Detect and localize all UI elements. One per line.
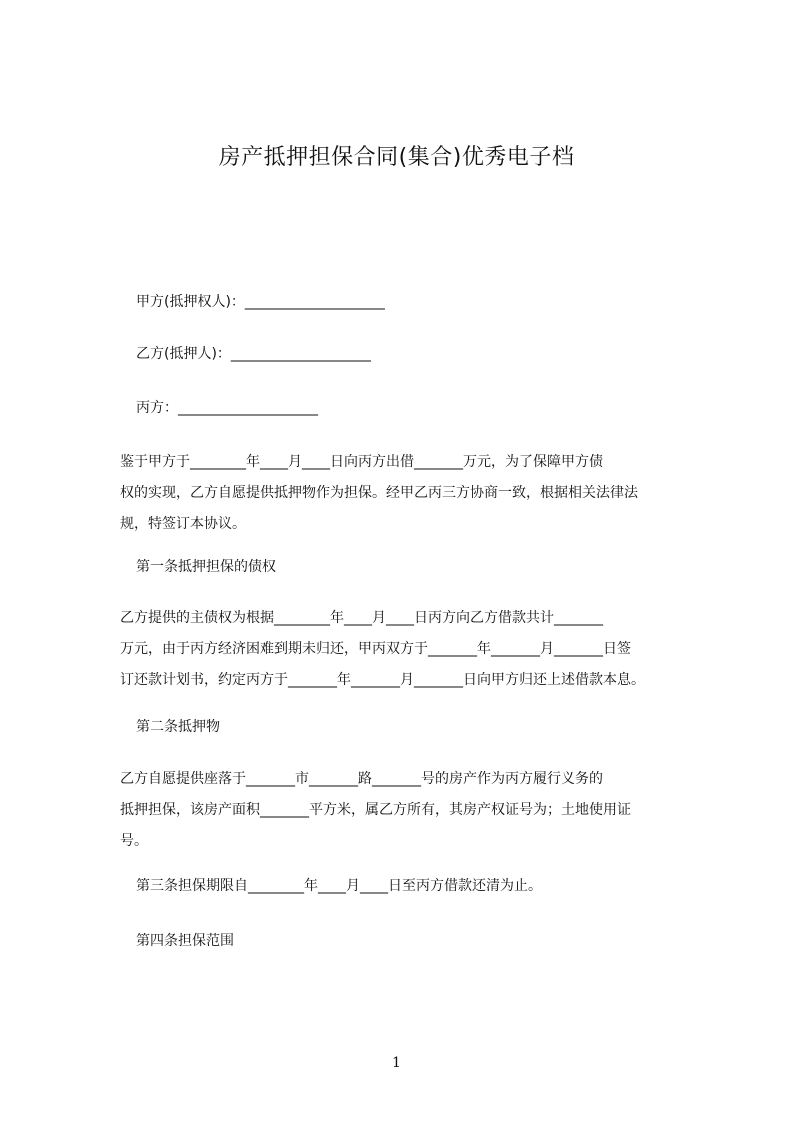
document-title: 房产抵押担保合同(集合)优秀电子档 <box>218 145 575 170</box>
article3-title: 第三条担保期限自________年____月____日至丙方借款还清为止。 <box>136 878 542 894</box>
article2-paragraph <box>120 764 705 857</box>
article2-title: 第二条抵押物 <box>136 719 220 735</box>
article4-title: 第四条担保范围 <box>136 933 234 949</box>
intro-line-2: 权的实现，乙方自愿提供抵押物作为担保。经甲乙丙三方协商一致，根据相关法律法 <box>120 485 638 501</box>
intro-paragraph <box>120 447 705 540</box>
article1-paragraph <box>120 603 705 696</box>
article1-line-1: 乙方提供的主债权为根据________年____月____日丙方向乙方借款共计_______ <box>120 610 603 626</box>
article2-line-3: 号。 <box>120 833 148 849</box>
party-a-line: 甲方(抵押权人)：____________________ <box>136 294 385 310</box>
article1-line-2: 万元，由于丙方经济困难到期未归还，甲丙双方于_______年_______月_______日签 <box>120 641 631 657</box>
article1-line-3: 订还款计划书，约定丙方于_______年_______月_______日向甲方归还上述借款本息。 <box>120 672 645 688</box>
article2-line-2: 抵押担保，该房产面积_______平方米，属乙方所有，其房产权证号为；土地使用证 <box>120 802 631 818</box>
intro-line-1: 鉴于甲方于________年____月____日向丙方出借_______万元，为了保障甲方债 <box>120 454 603 470</box>
page-number: 1 <box>392 1055 401 1071</box>
party-b-line: 乙方(抵押人)：____________________ <box>136 346 371 362</box>
party-c-line: 丙方：____________________ <box>136 400 318 416</box>
intro-line-3: 规，特签订本协议。 <box>120 516 246 532</box>
article1-title: 第一条抵押担保的债权 <box>136 559 276 575</box>
article2-line-1: 乙方自愿提供座落于_______市_______路_______号的房产作为丙方履行义务的 <box>120 771 603 787</box>
